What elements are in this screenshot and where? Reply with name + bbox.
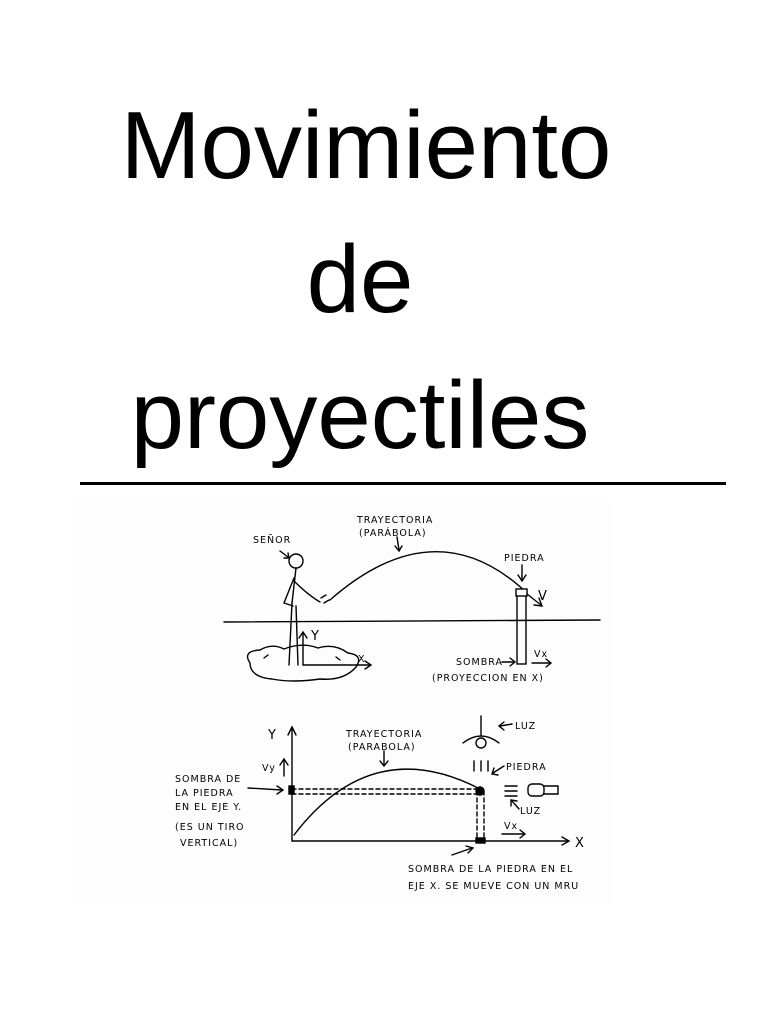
hand-drawn-illustration xyxy=(72,503,612,903)
person-figure xyxy=(284,554,329,665)
sombra-y-line-5: VERTICAL) xyxy=(180,838,239,849)
label-v: V xyxy=(538,589,547,604)
trajectory-parabola-bottom xyxy=(294,769,480,835)
sombra-y-line-4: (ES UN TIRO xyxy=(175,822,245,833)
title-line-3: proyectiles xyxy=(130,362,590,469)
label-luz-top: LUZ xyxy=(515,721,537,732)
ground-line xyxy=(224,620,600,622)
label-trayectoria-bottom: TRAYECTORIA xyxy=(346,729,423,740)
label-vx-top: Vx xyxy=(534,649,549,660)
label-y-bottom: Y xyxy=(268,728,276,743)
label-vx-bottom: Vx xyxy=(504,821,519,832)
sombra-y-line-3: EN EL EJE Y. xyxy=(175,802,243,813)
label-y-top: Y xyxy=(311,629,319,644)
label-x-top: X xyxy=(358,654,366,665)
label-vy: Vy xyxy=(262,763,276,774)
sombra-x-line-1: SOMBRA DE LA PIEDRA EN EL xyxy=(408,864,574,875)
stone-pillar xyxy=(517,592,526,664)
label-piedra-bottom: PIEDRA xyxy=(506,762,547,773)
sombra-y-line-2: LA PIEDRA xyxy=(175,788,234,799)
top-figure xyxy=(224,515,600,684)
stone-marker xyxy=(476,787,484,795)
title-line-2: de xyxy=(306,226,414,333)
sombra-y-line-1: SOMBRA DE xyxy=(175,774,242,785)
title-line-1: Movimiento xyxy=(120,92,612,199)
title-divider xyxy=(80,482,726,485)
label-proyeccion: (PROYECCION EN X) xyxy=(432,673,544,684)
label-trayectoria-top: TRAYECTORIA xyxy=(357,515,434,526)
shadow-on-x xyxy=(476,838,485,843)
shadow-on-y xyxy=(289,786,294,794)
label-sombra-top: SOMBRA xyxy=(456,657,503,668)
label-senor: SEÑOR xyxy=(253,535,292,546)
label-parabola-bottom: (PARABOLA) xyxy=(348,742,416,753)
trajectory-parabola-top xyxy=(330,552,527,600)
label-piedra-top: PIEDRA xyxy=(504,553,545,564)
label-x-bottom: X xyxy=(575,836,584,851)
label-luz-right: LUZ xyxy=(520,806,542,817)
bottom-figure xyxy=(175,716,584,892)
sombra-x-line-2: EJE X. SE MUEVE CON UN MRU xyxy=(408,881,580,892)
label-parabola-top: (PARÁBOLA) xyxy=(359,528,427,539)
